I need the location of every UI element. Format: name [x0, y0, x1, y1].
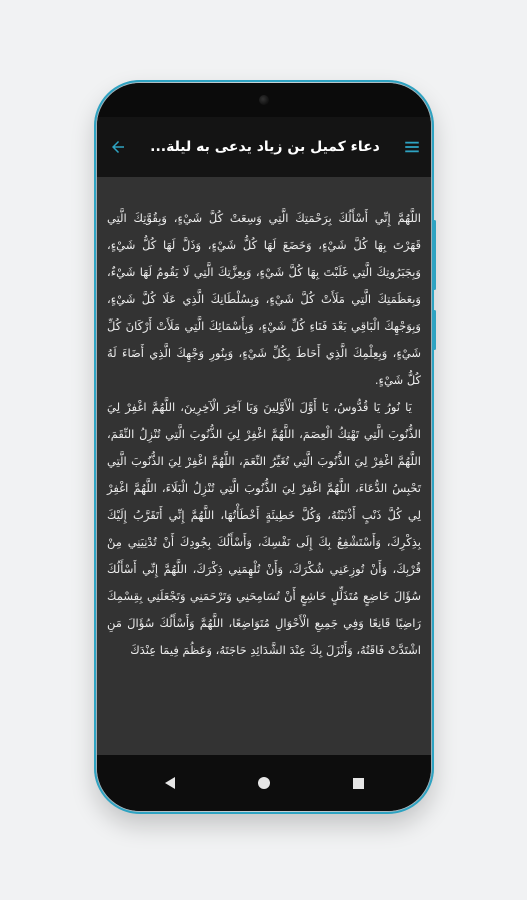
app-bar [97, 117, 431, 177]
status-bar [97, 83, 431, 117]
phone-screen [97, 83, 431, 811]
volume-button [433, 220, 436, 290]
power-button [433, 310, 436, 350]
camera-icon [259, 95, 269, 105]
triangle-back-icon[interactable] [160, 773, 180, 793]
hamburger-menu-icon[interactable] [401, 136, 423, 158]
dua-content[interactable] [97, 177, 431, 759]
phone-frame [94, 80, 434, 814]
system-nav-bar [97, 755, 431, 811]
dua-paragraph: اللَّهُمَّ إِنِّي أَسْأَلُكَ بِرَحْمَتِكَ الَّتِي وَسِعَتْ كُلَّ شَيْءٍ، وَبِقُوَّتِكَ الَّتِي قَهَرْتَ بِهَا كُلَّ شَيْءٍ، وَخَضَعَ لَهَا كُلُّ شَيْءٍ، وَذَلَّ لَهَا كُلُّ شَيْءٍ، وَبِجَبَرُوتِكَ الَّتِي غَلَبْتَ بِهَا كُلَّ شَيْءٍ، وَبِعِزَّتِكَ الَّتِي لَا يَقُومُ لَهَا شَيْءٌ، وَبِعَظَمَتِكَ الَّتِي مَلَأَتْ كُلَّ شَيْءٍ، وَبِسُلْطَانِكَ الَّذِي عَلَا كُلَّ شَيْءٍ، وَبِوَجْهِكَ الْبَاقِي بَعْدَ فَنَاءِ كُلِّ شَيْءٍ، وَبِأَسْمَائِكَ الَّتِي مَلَأَتْ أَرْكَانَ كُلِّ شَيْءٍ، وَبِعِلْمِكَ الَّذِي أَحَاطَ بِكُلِّ شَيْءٍ، وَبِنُورِ وَجْهِكَ الَّذِي أَضَاءَ لَهُ كُلُّ شَيْءٍ. [107, 211, 421, 387]
page-title: دعاء كميل بن زياد يدعى به ليلة... [150, 139, 380, 155]
circle-home-icon[interactable] [254, 773, 274, 793]
dua-paragraph: يَا نُورُ يَا قُدُّوسُ، يَا أَوَّلَ الْأَوَّلِينَ وَيَا آخِرَ الْآخِرِينَ، اللَّهُمَّ اغْفِرْ لِيَ الذُّنُوبَ الَّتِي تَهْتِكُ الْعِصَمَ، اللَّهُمَّ اغْفِرْ لِيَ الذُّنُوبَ الَّتِي تُنْزِلُ النِّقَمَ، اللَّهُمَّ اغْفِرْ لِيَ الذُّنُوبَ الَّتِي تُغَيِّرُ النِّعَمَ، اللَّهُمَّ اغْفِرْ لِيَ الذُّنُوبَ الَّتِي تَحْبِسُ الدُّعَاءَ، اللَّهُمَّ اغْفِرْ لِيَ الذُّنُوبَ الَّتِي تُنْزِلُ الْبَلَاءَ، اللَّهُمَّ اغْفِرْ لِي كُلَّ ذَنْبٍ أَذْنَبْتُهُ، وَكُلَّ خَطِيئَةٍ أَخْطَأْتُهَا، اللَّهُمَّ إِنِّي أَتَقَرَّبُ إِلَيْكَ بِذِكْرِكَ، وَأَسْتَشْفِعُ بِكَ إِلَى نَفْسِكَ، وَأَسْأَلُكَ بِجُودِكَ أَنْ تُدْنِيَنِي مِنْ قُرْبِكَ، وَأَنْ تُوزِعَنِي شُكْرَكَ، وَأَنْ تُلْهِمَنِي ذِكْرَكَ، اللَّهُمَّ إِنِّي أَسْأَلُكَ سُؤَالَ خَاضِعٍ مُتَذَلِّلٍ خَاشِعٍ أَنْ تُسَامِحَنِي وَتَرْحَمَنِي وَتَجْعَلَنِي بِقِسْمِكَ رَاضِيًا قَانِعًا وَفِي جَمِيعِ الْأَحْوَالِ مُتَوَاضِعًا، اللَّهُمَّ وَأَسْأَلُكَ سُؤَالَ مَنِ اشْتَدَّتْ فَاقَتُهُ، وَأَنْزَلَ بِكَ عِنْدَ الشَّدَائِدِ حَاجَتَهُ، وَعَظُمَ فِيمَا عِنْدَكَ [107, 400, 421, 657]
square-recents-icon[interactable] [348, 773, 368, 793]
dua-text [107, 205, 421, 664]
arrow-left-icon[interactable] [107, 136, 129, 158]
